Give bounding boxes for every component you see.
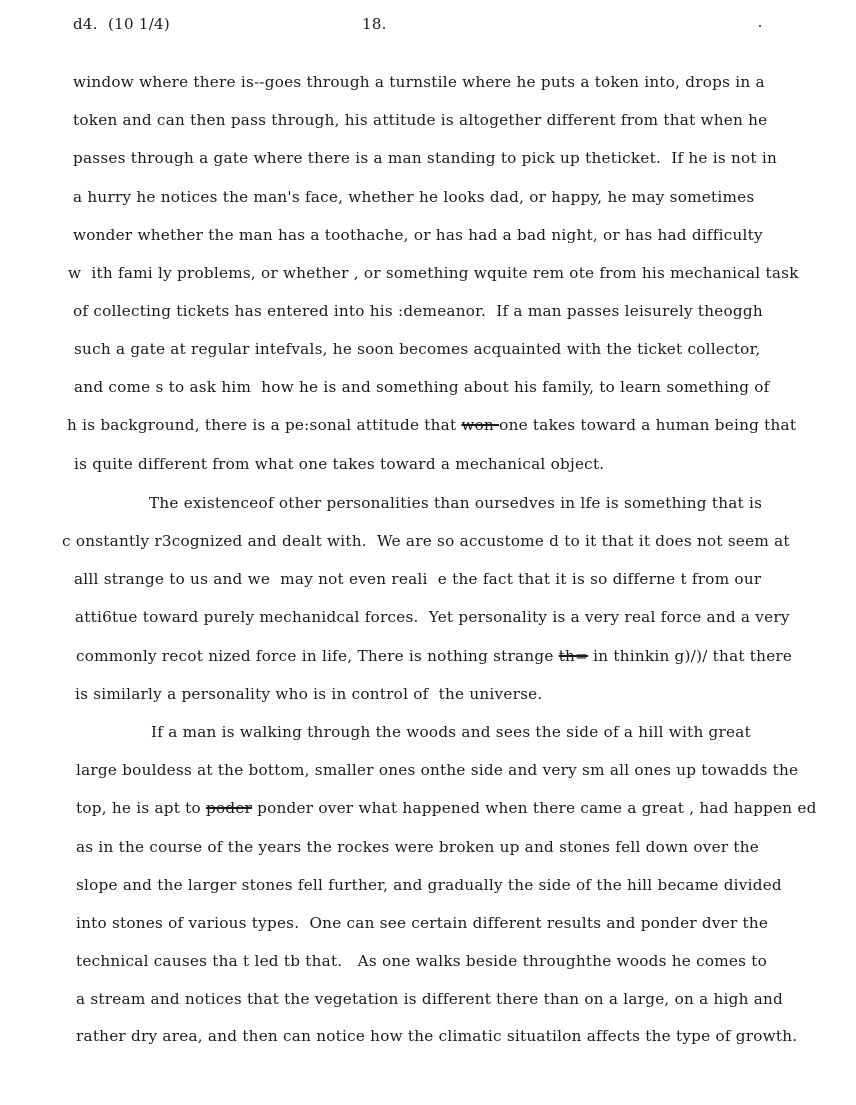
document-code: d4. (10 1/4): [73, 15, 171, 33]
text-line: a hurry he notices the man's face, whether he looks dad, or happy, he may sometimes: [73, 188, 755, 206]
text-line: a stream and notices that the vegetation is different there than on a large, on a high and: [76, 990, 783, 1008]
text-line: The existenceof other personalities than oursedves in lfe is something that is: [149, 494, 763, 512]
struck-out-text: won: [461, 416, 500, 434]
text-line-with-strikeout: [76, 798, 817, 818]
text-line: c onstantly r3cognized and dealt with. We are so accustome d to it that it does not seem at: [62, 532, 790, 550]
text-line: as in the course of the years the rockes were broken up and stones fell down over the: [76, 838, 760, 856]
text-line-with-strikeout: [67, 415, 796, 435]
text-line: w ith fami ly problems, or whether , or something wquite rem ote from his mechanical task: [68, 264, 799, 282]
text-segment: h is background, there is a pe:sonal attitude that won one takes toward a human being that: [67, 416, 797, 434]
text-segment: top, he is apt to poder ponder over what happened when there came a great , had happen ed: [76, 799, 817, 817]
struck-out-text: th=: [558, 647, 589, 665]
text-line: rather dry area, and then can notice how the climatic situatilon affects the type of growth.: [76, 1027, 798, 1045]
paper-speck: [759, 25, 761, 27]
text-line: wonder whether the man has a toothache, or has had a bad night, or has had difficulty: [73, 226, 763, 244]
text-line: such a gate at regular intefvals, he soon becomes acquainted with the ticket collector,: [74, 340, 761, 358]
text-line: atti6tue toward purely mechanidcal forces. Yet personality is a very real force and a very: [75, 608, 790, 626]
text-line: technical causes tha t led tb that. As one walks beside throughthe woods he comes to: [76, 952, 767, 970]
text-line-with-strikeout: [76, 646, 792, 666]
text-line: into stones of various types. One can see certain different results and ponder dver the: [76, 914, 769, 932]
text-line: passes through a gate where there is a man standing to pick up theticket. If he is not in: [73, 149, 777, 167]
text-line: window where there is--goes through a turnstile where he puts a token into, drops in a: [73, 73, 765, 91]
text-line: If a man is walking through the woods and sees the side of a hill with great: [151, 723, 751, 741]
text-line: is similarly a personality who is in control of the universe.: [75, 685, 543, 703]
text-line: large bouldess at the bottom, smaller ones onthe side and very sm all ones up towadds the: [76, 761, 799, 779]
text-line: token and can then pass through, his attitude is altogether different from that when he: [73, 111, 768, 129]
text-line: is quite different from what one takes toward a mechanical object.: [74, 455, 605, 473]
struck-out-text: poder: [205, 799, 253, 817]
text-line: slope and the larger stones fell further, and gradually the side of the hill became divided: [76, 876, 782, 894]
text-line: of collecting tickets has entered into his :demeanor. If a man passes leisurely theoggh: [73, 302, 763, 320]
text-line: alll strange to us and we may not even reali e the fact that it is so differne t from our: [74, 570, 762, 588]
text-segment: commonly recot nized force in life, There is nothing strange th= in thinkin g)/)/ that there: [76, 647, 793, 665]
page-number: 18.: [362, 15, 387, 33]
text-line: and come s to ask him how he is and something about his family, to learn something of: [74, 378, 770, 396]
